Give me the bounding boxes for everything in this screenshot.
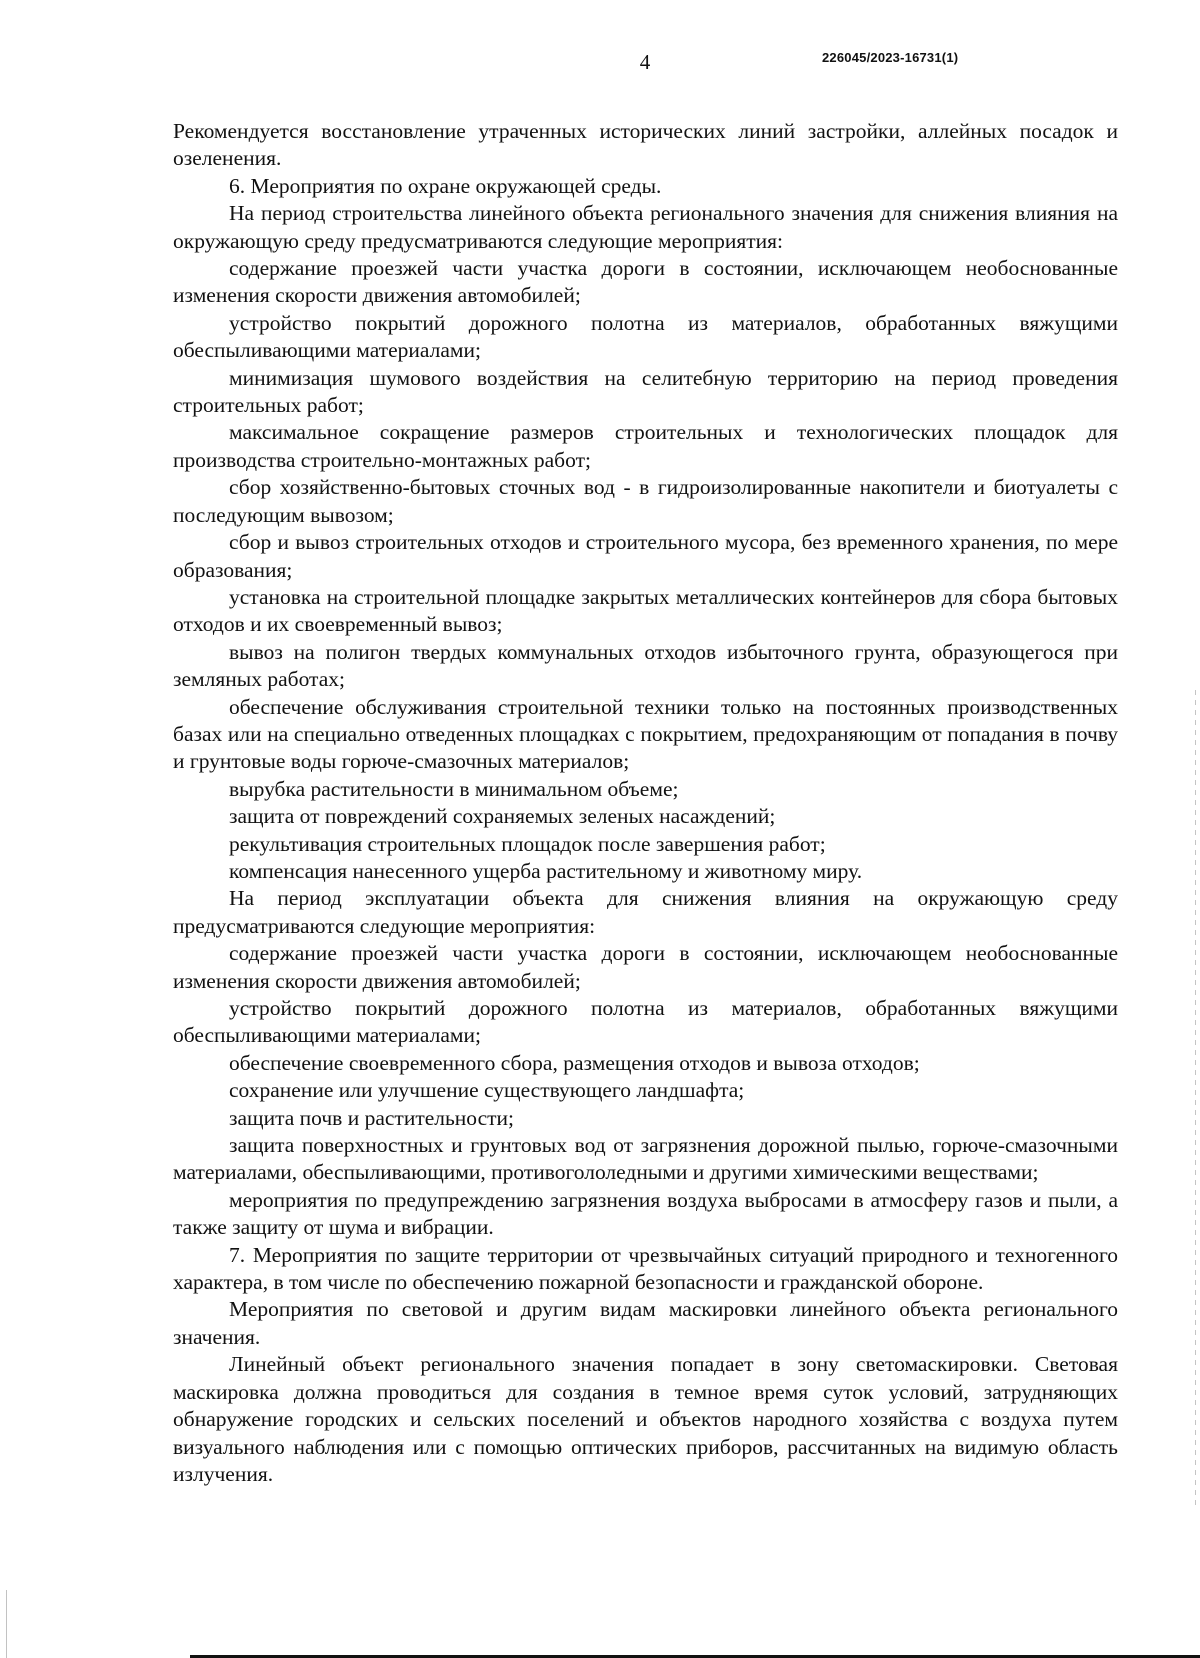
list-item: обеспечение своевременного сбора, размещения отходов и вывоза отходов; [229,1050,920,1075]
list-item: вырубка растительности в минимальном объеме; [229,776,679,801]
page-number: 4 [639,50,651,74]
list-item: вывоз на полигон твердых коммунальных отходов избыточного грунта, образующегося при земляных работах; [173,639,1118,692]
list-item: мероприятия по предупреждению загрязнения воздуха выбросами в атмосферу газов и пыли, а также защиту от шума и вибрации. [173,1187,1118,1240]
list-item: рекультивация строительных площадок после завершения работ; [229,831,826,856]
list-item: защита от повреждений сохраняемых зеленых насаждений; [229,804,776,829]
list-item: защита почв и растительности; [229,1105,515,1130]
document-body [173,118,1118,1488]
list-item: содержание проезжей части участка дороги в состоянии, исключающем необоснованные изменения скорости движения автомобилей; [173,941,1118,993]
section-heading: 6. Мероприятия по охране окружающей среды. [229,173,662,198]
list-item: сбор и вывоз строительных отходов и строительного мусора, без временного хранения, по мере образования; [173,530,1118,582]
scan-edge-right [1195,690,1196,1510]
list-item: содержание проезжей части участка дороги в состоянии, исключающем необоснованные изменения скорости движения автомобилей; [173,256,1118,308]
scan-edge-left [6,1590,7,1658]
document-number: 226045/2023-16731(1) [822,50,959,65]
list-item: максимальное сокращение размеров строительных и технологических площадок для производства строительно-монтажных работ; [173,420,1118,472]
list-item: защита поверхностных и грунтовых вод от загрязнения дорожной пылью, горюче-смазочными материалами, обеспыливающими, противогололедными и другими химическими веществами; [173,1133,1118,1185]
list-item: сохранение или улучшение существующего ландшафта; [229,1078,745,1103]
list-item: сбор хозяйственно-бытовых сточных вод - в гидроизолированные накопители и биотуалеты с последующим вывозом; [173,475,1118,527]
paragraph: На период строительства линейного объекта регионального значения для снижения влияния на окружающую среду предусматриваются следующие мероприятия: [173,201,1118,253]
paragraph: Мероприятия по световой и другим видам маскировки линейного объекта регионального значения. [173,1297,1118,1349]
list-item: установка на строительной площадке закрытых металлических контейнеров для сбора бытовых отходов и их своевременный вывоз; [173,584,1118,637]
list-item: устройство покрытий дорожного полотна из материалов, обработанных вяжущими обеспыливающими материалами; [173,310,1118,363]
list-item: обеспечение обслуживания строительной техники только на постоянных производственных базах или на специально отведенных площадках с покрытием, предохраняющим от попадания в почву и грунтовые воды горюче-смазочных материалов; [173,694,1118,774]
list-item: компенсация нанесенного ущерба растительному и животному миру. [229,858,863,883]
paragraph: На период эксплуатации объекта для снижения влияния на окружающую среду предусматриваются следующие мероприятия: [173,886,1118,938]
paragraph: Линейный объект регионального значения попадает в зону светомаскировки. Световая маскировка должна проводиться для создания в темное время суток условий, затрудняющих обнаружение городских и сельских поселений и объектов народного хозяйства с воздуха путем визуального наблюдения или с помощью оптических приборов, рассчитанных на видимую область излучения. [173,1352,1118,1486]
list-item: устройство покрытий дорожного полотна из материалов, обработанных вяжущими обеспыливающими материалами; [173,996,1118,1048]
paragraph: Рекомендуется восстановление утраченных исторических линий застройки, аллейных посадок и озеленения. [173,119,1118,171]
list-item: минимизация шумового воздействия на селитебную территорию на период проведения строительных работ; [173,365,1118,418]
section-heading: 7. Мероприятия по защите территории от чрезвычайных ситуаций природного и техногенного характера, в том числе по обеспечению пожарной безопасности и гражданской обороне. [173,1242,1118,1295]
